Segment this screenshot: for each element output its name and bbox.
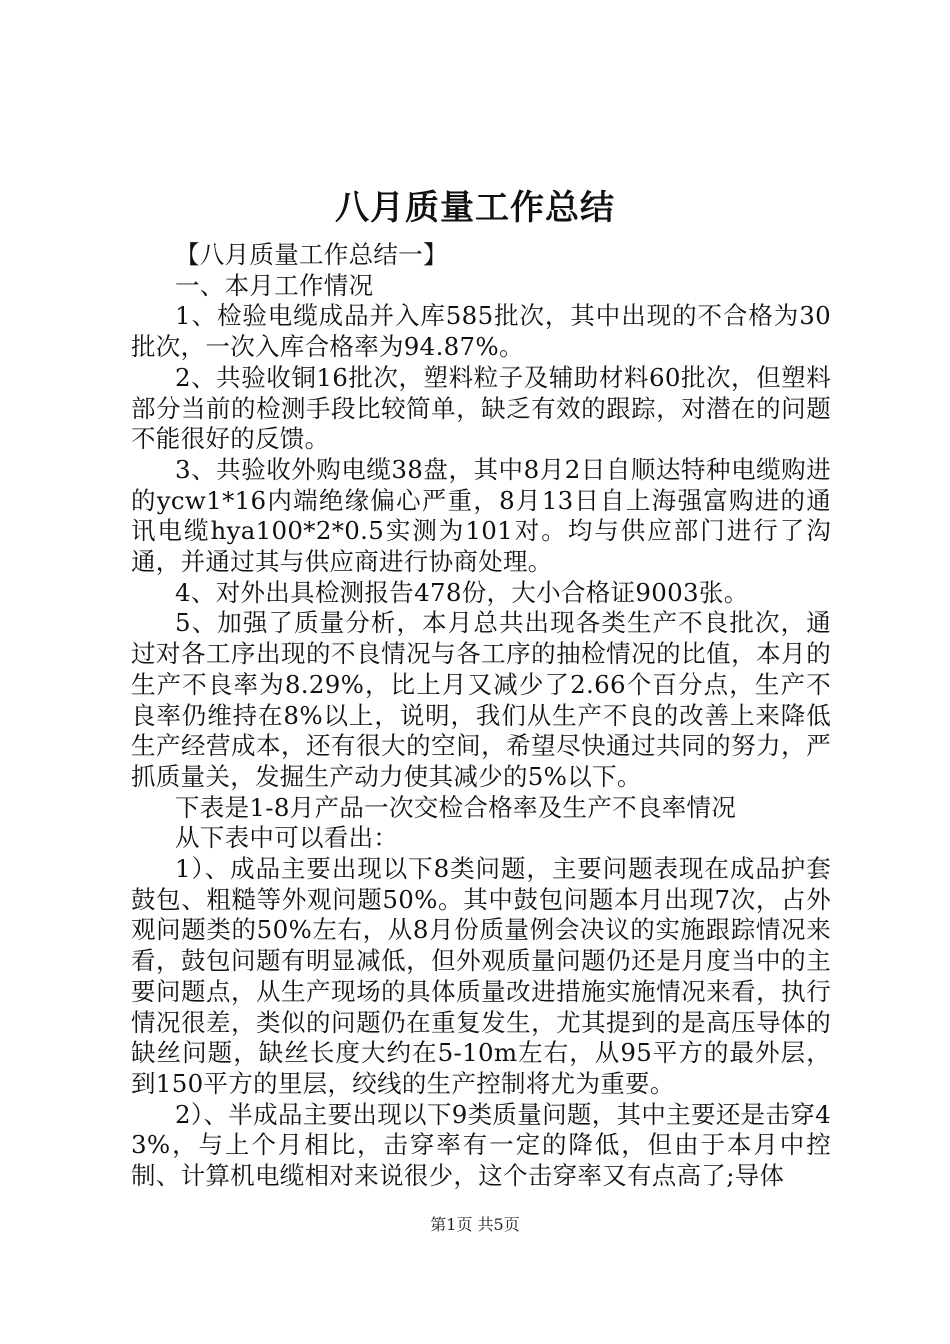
paragraph-semi-finished-products: 2）、半成品主要出现以下9类质量问题，其中主要还是击穿43%，与上个月相比，击穿率有一定的降低，但由于本月中控制、计算机电缆相对来说很少，这个击穿率又有点高了;导体 bbox=[131, 1099, 831, 1191]
paragraph-observations-intro: 从下表中可以看出： bbox=[175, 823, 399, 853]
paragraph-item-3: 3、共验收外购电缆38盘，其中8月2日自顺达特种电缆购进的ycw1*16内端绝缘偏心严重，8月13日自上海强富购进的通讯电缆hya100*2*0.5实测为101对。均与供应部门进行了沟通，并通过其与供应商进行协商处理。 bbox=[131, 454, 831, 577]
paragraph-item-1: 1、检验电缆成品并入库585批次，其中出现的不合格为30批次，一次入库合格率为94.87%。 bbox=[131, 301, 831, 362]
paragraph-finished-products: 1）、成品主要出现以下8类问题，主要问题表现在成品护套鼓包、粗糙等外观问题50%。其中鼓包问题本月出现7次，占外观问题类的50%左右，从8月份质量例会决议的实施跟踪情况来看，鼓包问题有明显减低，但外观质量问题仍还是月度当中的主要问题点，从生产现场的具体质量改进措施实施情况来看，执行情况很差，类似的问题仍在重复发生，尤其提到的是高压导体的缺丝问题，缺丝长度大约在5-10m左右，从95平方的最外层，到150平方的里层，绞线的生产控制将尤为重要。 bbox=[131, 854, 831, 1098]
paragraph-table-intro: 下表是1-8月产品一次交检合格率及生产不良率情况 bbox=[175, 792, 737, 822]
section-heading-monthly-work: 一、本月工作情况 bbox=[175, 270, 374, 300]
section-heading-summary-one: 【八月质量工作总结一】 bbox=[175, 240, 448, 269]
page-footer: 第1页 共5页 bbox=[430, 1215, 520, 1234]
paragraph-item-2: 2、共验收铜16批次，塑料粒子及辅助材料60批次，但塑料部分当前的检测手段比较简单，缺乏有效的跟踪，对潜在的问题不能很好的反馈。 bbox=[131, 362, 831, 454]
paragraph-item-4: 4、对外出具检测报告478份，大小合格证9003张。 bbox=[175, 577, 749, 607]
document-title: 八月质量工作总结 bbox=[335, 188, 615, 228]
document-body bbox=[131, 240, 831, 1192]
paragraph-item-5: 5、加强了质量分析，本月总共出现各类生产不良批次，通过对各工序出现的不良情况与各工序的抽检情况的比值，本月的生产不良率为8.29%，比上月又减少了2.66个百分点，生产不良率仍维持在8%以上，说明，我们从生产不良的改善上来降低生产经营成本，还有很大的空间，希望尽快通过共同的努力，严抓质量关，发掘生产动力使其减少的5%以下。 bbox=[131, 608, 831, 791]
